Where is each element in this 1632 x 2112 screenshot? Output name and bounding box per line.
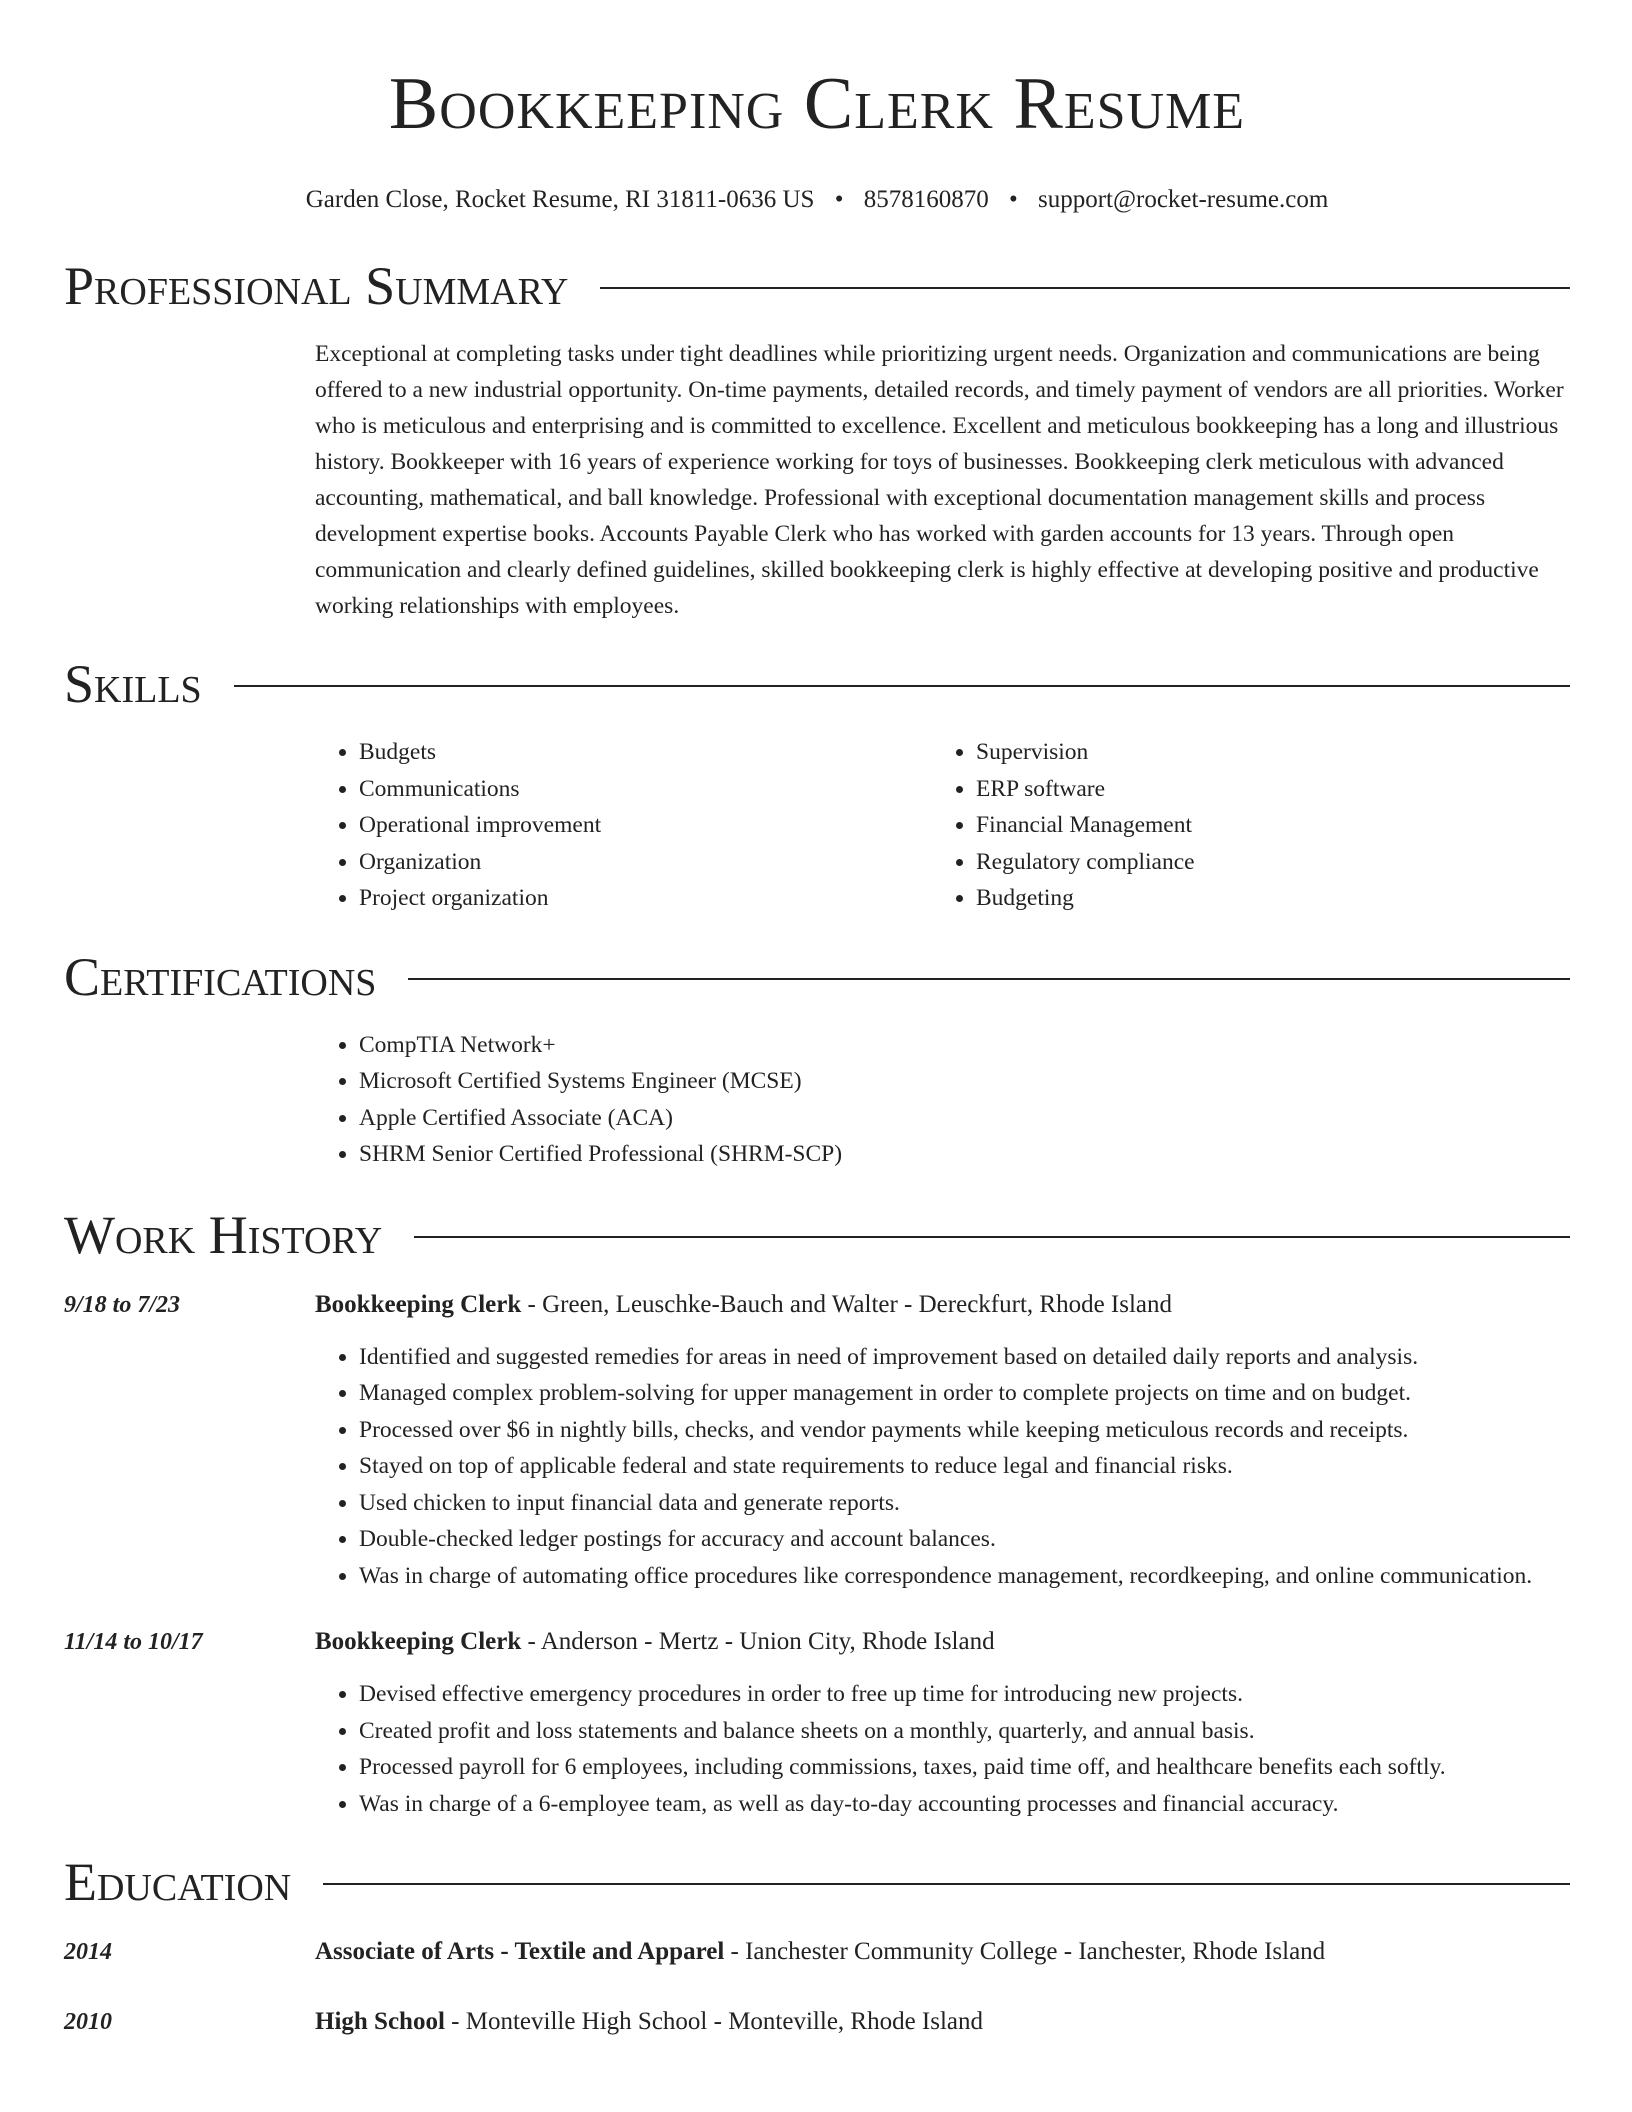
job-bullet: • Was in charge of a 6-employee team, as well as day-to-day accounting processes and financial accuracy. [359,1786,1570,1823]
section-divider [323,1883,1570,1885]
summary-section-header [64,254,1570,318]
summary-heading: Professional Summary [64,256,569,316]
contact-address: Garden Close, Rocket Resume, RI 31811-0636 US [305,186,815,213]
skill-item: • Budgets [359,734,932,771]
contact-separator: • [834,186,844,213]
education-degree: High School [315,2008,445,2035]
job-title-line [315,1624,995,1660]
certification-item: • Apple Certified Associate (ACA) [359,1100,1570,1137]
education-section-header [64,1850,1570,1914]
certifications-list [315,1027,1570,1173]
skill-item: • ERP software [976,771,1549,808]
education-school: - Monteville High School - Monteville, Rhode Island [444,2008,984,2035]
job-entry [64,1287,1570,1595]
skill-item: • Regulatory compliance [976,844,1549,881]
certification-item: • CompTIA Network+ [359,1027,1570,1064]
job-bullet: • Managed complex problem-solving for upper management in order to complete projects on time and on budget. [359,1375,1570,1412]
job-header [64,1287,1570,1323]
work-heading: Work History [64,1204,383,1265]
job-role: Bookkeeping Clerk [315,1290,522,1318]
job-bullet: • Stayed on top of applicable federal and state requirements to reduce legal and financial risks. [359,1448,1570,1485]
section-divider [408,978,1570,980]
job-bullets [315,1676,1570,1822]
work-section-header [64,1203,1570,1267]
job-entry [64,1624,1570,1822]
skills-heading: Skills [64,654,202,714]
job-header [64,1624,1570,1660]
skill-item: • Financial Management [976,807,1549,844]
skill-item: • Communications [359,771,932,808]
summary-text: Exceptional at completing tasks under tight deadlines while prioritizing urgent needs. Organization and communications are being offered to a new industrial opportunity. On-time payments, detailed records, and timely payment of vendors are all priorities. Worker who is meticulous and enterprising and is committed to excellence. Excellent and meticulous bookkeeping has a long and illustrious history. Bookkeeper with 16 years of experience working for toys of businesses. Bookkeeping clerk meticulous with advanced accounting, mathematical, and ball knowledge. Professional with exceptional documentation management skills and process development expertise books. Accounts Payable Clerk who has worked with garden accounts for 13 years. Through open communication and clearly defined guidelines, skilled bookkeeping clerk is highly effective at developing positive and productive working relationships with employees. [315,341,1564,619]
education-entry [64,1934,1570,1970]
job-bullet: • Processed over $6 in nightly bills, checks, and vendor payments while keeping meticulous records and receipts. [359,1412,1570,1449]
section-divider [234,685,1570,687]
job-employer: - Green, Leuschke-Bauch and Walter - Dereckfurt, Rhode Island [521,1290,1173,1318]
education-school: - Ianchester Community College - Ianchester, Rhode Island [724,1938,1326,1965]
job-dates: 11/14 to 10/17 [64,1629,203,1655]
job-bullet: • Devised effective emergency procedures in order to free up time for introducing new projects. [359,1676,1570,1713]
job-bullet: • Was in charge of automating office procedures like correspondence management, recordkeeping, and online communication. [359,1558,1570,1595]
job-bullet: • Identified and suggested remedies for areas in need of improvement based on detailed daily reports and analysis. [359,1339,1570,1376]
skill-item: • Supervision [976,734,1549,771]
skill-item: • Organization [359,844,932,881]
contact-separator: • [1008,186,1018,213]
skill-item: • Budgeting [976,880,1549,917]
skills-grid [315,734,1570,917]
job-title-line [315,1287,1172,1323]
section-divider [414,1236,1570,1238]
education-degree: Associate of Arts - Textile and Apparel [315,1938,725,1965]
skill-item: • Project organization [359,880,932,917]
contact-line [64,184,1570,216]
resume-title: Bookkeeping Clerk Resume [388,63,1246,145]
certifications-section-header [64,945,1570,1009]
skill-item: • Operational improvement [359,807,932,844]
education-title-line [315,2004,983,2040]
education-year: 2014 [64,1939,112,1965]
skills-column-right [932,734,1549,917]
certification-item: • Microsoft Certified Systems Engineer (MCSE) [359,1063,1570,1100]
job-bullet: • Double-checked ledger postings for accuracy and account balances. [359,1521,1570,1558]
skills-section-header [64,652,1570,716]
job-bullet: • Processed payroll for 6 employees, including commissions, taxes, paid time off, and healthcare benefits each softly. [359,1749,1570,1786]
certifications-heading: Certifications [64,946,377,1007]
contact-phone: 8578160870 [863,186,989,213]
job-bullets [315,1339,1570,1595]
certification-item: • SHRM Senior Certified Professional (SHRM-SCP) [359,1136,1570,1173]
skills-column-left [315,734,932,917]
job-role: Bookkeeping Clerk [315,1628,522,1655]
job-bullet: • Used chicken to input financial data and generate reports. [359,1485,1570,1522]
education-title-line [315,1934,1325,1970]
education-heading: Education [64,1852,292,1912]
job-dates: 9/18 to 7/23 [64,1291,181,1318]
contact-email: support@rocket-resume.com [1037,186,1329,213]
job-employer: - Anderson - Mertz - Union City, Rhode Island [521,1628,995,1655]
job-bullet: • Created profit and loss statements and balance sheets on a monthly, quarterly, and annual basis. [359,1713,1570,1750]
section-divider [600,287,1570,289]
education-entry [64,2004,1570,2040]
education-year: 2010 [64,2009,112,2035]
